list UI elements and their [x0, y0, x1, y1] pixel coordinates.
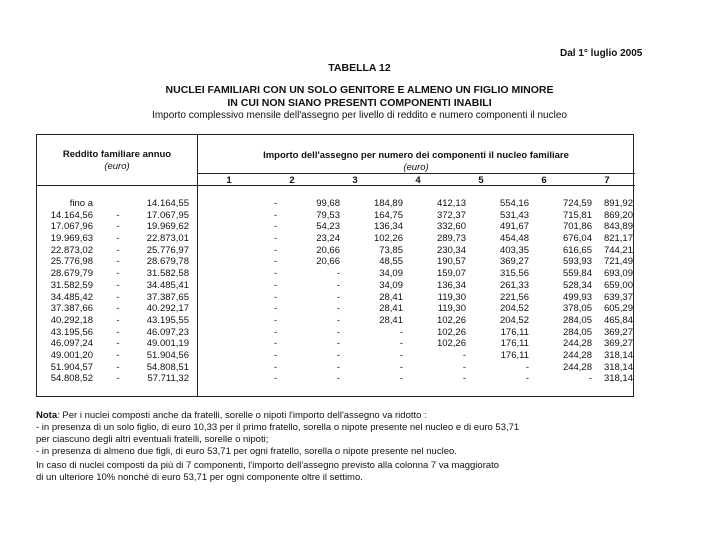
amount-cell: - — [462, 373, 466, 385]
range-dash: - — [116, 291, 120, 303]
amount-cell: - — [336, 303, 340, 315]
header-divider-upper — [197, 173, 635, 174]
amount-cell: 23,24 — [316, 233, 340, 245]
amount-cell: 531,43 — [499, 209, 529, 221]
amount-cell: 659,00 — [603, 279, 633, 291]
amount-cell: 289,73 — [436, 233, 466, 245]
amount-cell: 715,81 — [562, 209, 592, 221]
amount-cell: 372,37 — [436, 209, 466, 221]
table-row — [37, 233, 635, 245]
table-row — [37, 198, 635, 210]
amount-cell: 176,11 — [500, 349, 529, 361]
amount-cell: - — [273, 326, 277, 338]
income-from: 31.582,59 — [50, 279, 93, 291]
amount-cell: - — [336, 326, 340, 338]
table-row — [37, 362, 635, 374]
amount-cell: 454,48 — [499, 233, 529, 245]
note-line: Nota: Per i nuclei composti anche da fratelli, sorelle o nipoti l'importo dell'assegno va ridotto : — [36, 410, 427, 421]
page-heading-line1: NUCLEI FAMILIARI CON UN SOLO GENITORE E ALMENO UN FIGLIO MINORE — [165, 84, 554, 96]
column-number: 6 — [541, 175, 547, 186]
amount-cell: 28,41 — [379, 291, 403, 303]
income-from: 37.387,66 — [50, 303, 93, 315]
income-to: 54.808,51 — [146, 361, 189, 373]
amount-cell: 821,17 — [603, 233, 633, 245]
range-dash: - — [116, 338, 120, 350]
range-dash: - — [116, 279, 120, 291]
amount-cell: 176,11 — [500, 338, 529, 350]
amount-cell: - — [462, 349, 466, 361]
amount-cell: 369,27 — [603, 338, 633, 350]
column-number: 1 — [226, 175, 232, 186]
range-dash: - — [116, 256, 120, 268]
amount-cell: 284,05 — [562, 326, 592, 338]
amount-cell: 499,93 — [562, 291, 592, 303]
amount-cell: 318,14 — [603, 373, 633, 385]
amount-cell: - — [273, 209, 277, 221]
range-dash: - — [116, 373, 120, 385]
amount-cell: - — [399, 349, 403, 361]
range-dash: - — [116, 349, 120, 361]
effective-date: Dal 1° luglio 2005 — [560, 48, 643, 59]
table-row — [37, 303, 635, 315]
income-from: 17.067,96 — [50, 221, 93, 233]
income-from: 40.292,18 — [50, 314, 93, 326]
income-from: 34.485,42 — [50, 291, 93, 303]
amount-cell: 204,52 — [499, 303, 529, 315]
amount-cell: 34,09 — [379, 268, 403, 280]
amount-cell: 221,56 — [499, 291, 529, 303]
amount-cell: 28,41 — [379, 314, 403, 326]
amount-cell: 465,84 — [603, 314, 633, 326]
amount-cell: - — [273, 373, 277, 385]
range-dash: - — [116, 233, 120, 245]
amount-cell: 891,92 — [603, 198, 633, 209]
income-from: 28.679,79 — [50, 268, 93, 280]
amount-cell: - — [336, 373, 340, 385]
income-from: 54.808,52 — [50, 373, 93, 385]
range-dash: - — [116, 209, 120, 221]
amount-cell: 20,66 — [316, 256, 340, 268]
table-title: TABELLA 12 — [328, 62, 391, 74]
income-to: 46.097,23 — [146, 326, 189, 338]
table-row — [37, 221, 635, 233]
amount-cell: - — [273, 338, 277, 350]
amount-cell: - — [588, 373, 592, 385]
amount-cell: 136,34 — [373, 221, 403, 233]
note-line: In caso di nuclei composti da più di 7 componenti, l'importo dell'assegno previsto alla colonna 7 va maggiorato — [36, 460, 500, 471]
amount-cell: 136,34 — [436, 279, 466, 291]
amount-cell: 244,28 — [562, 349, 592, 361]
amount-cell: 102,26 — [436, 338, 466, 350]
income-from: 51.904,57 — [50, 361, 93, 373]
amount-cell: 744,21 — [603, 244, 633, 256]
amount-cell: 318,14 — [603, 361, 633, 373]
note-line: di un ulteriore 10% nonché di euro 53,71 per ogni componente oltre il settimo. — [36, 472, 363, 483]
amount-cell: - — [273, 279, 277, 291]
income-from: 22.873,02 — [50, 244, 93, 256]
range-dash: - — [116, 326, 120, 338]
amount-cell: 48,55 — [379, 256, 403, 268]
amount-cell: 73,85 — [379, 244, 403, 256]
column-number: 5 — [478, 175, 484, 186]
amount-cell: 230,34 — [436, 244, 466, 256]
income-from: 49.001,20 — [50, 349, 93, 361]
amount-cell: - — [399, 326, 403, 338]
income-to: 31.582,58 — [146, 268, 189, 280]
amount-cell: - — [336, 291, 340, 303]
amount-cell: 79,53 — [316, 209, 340, 221]
amount-cell: - — [462, 361, 466, 373]
amount-cell: 332,60 — [436, 221, 466, 233]
income-to: 14.164,55 — [146, 198, 189, 209]
amount-cell: 491,67 — [499, 221, 529, 233]
table-row — [37, 280, 635, 292]
income-from: fino a — [69, 198, 93, 209]
note-line: - in presenza di almeno due figli, di euro 53,71 per ogni fratello, sorella o nipote presente nel nucleo. — [36, 446, 457, 457]
table-row — [37, 327, 635, 339]
income-to: 51.904,56 — [146, 349, 189, 361]
amount-cell: 284,05 — [562, 314, 592, 326]
column-number: 4 — [415, 175, 421, 186]
allowance-table — [36, 134, 634, 397]
amount-cell: 184,89 — [373, 198, 403, 209]
income-from: 19.969,63 — [50, 233, 93, 245]
income-to: 57.711,32 — [147, 373, 189, 385]
income-from: 43.195,56 — [50, 326, 93, 338]
amount-cell: 164,75 — [373, 209, 403, 221]
income-to: 40.292,17 — [146, 303, 189, 315]
income-to: 17.067,95 — [146, 209, 189, 221]
amount-cell: 99,68 — [316, 198, 340, 209]
amount-cell: 318,14 — [603, 349, 633, 361]
amount-cell: 119,30 — [437, 303, 466, 315]
page-heading-line2: IN CUI NON SIANO PRESENTI COMPONENTI INABILI — [227, 97, 492, 109]
range-dash: - — [116, 268, 120, 280]
range-dash: - — [116, 361, 120, 373]
amount-cell: 403,35 — [499, 244, 529, 256]
column-number: 7 — [604, 175, 610, 186]
amount-cell: 721,49 — [603, 256, 633, 268]
table-row — [37, 268, 635, 280]
amount-cell: - — [273, 303, 277, 315]
amount-cell: 369,27 — [603, 326, 633, 338]
table-row — [37, 210, 635, 222]
amount-cell: 261,33 — [499, 279, 529, 291]
amount-cell: 616,65 — [562, 244, 592, 256]
amount-cell: - — [273, 221, 277, 233]
amount-cell: - — [525, 361, 529, 373]
table-row — [37, 256, 635, 268]
amount-cell: 159,07 — [436, 268, 466, 280]
income-column-unit: (euro) — [104, 161, 130, 172]
amount-cell: 593,93 — [562, 256, 592, 268]
income-to: 22.873,01 — [146, 233, 189, 245]
amount-cell: 559,84 — [562, 268, 592, 280]
amount-cell: - — [336, 268, 340, 280]
note-label: Nota — [36, 410, 58, 421]
table-row — [37, 292, 635, 304]
amount-cell: - — [336, 361, 340, 373]
amount-cell: 102,26 — [436, 326, 466, 338]
amount-cell: - — [525, 373, 529, 385]
amount-cell: 28,41 — [379, 303, 403, 315]
amount-cell: 639,37 — [603, 291, 633, 303]
table-row — [37, 338, 635, 350]
amount-cell: 693,09 — [603, 268, 633, 280]
amount-cell: 605,29 — [603, 303, 633, 315]
income-to: 43.195,55 — [146, 314, 189, 326]
amount-cell: 869,20 — [603, 209, 633, 221]
amount-cell: 244,28 — [562, 338, 592, 350]
amount-cell: 102,26 — [436, 314, 466, 326]
amount-cell: - — [273, 361, 277, 373]
amount-cell: 315,56 — [499, 268, 529, 280]
note-line: per ciascuno degli altri eventuali fratelli, sorelle o nipoti; — [36, 434, 269, 445]
amount-cell: 20,66 — [316, 244, 340, 256]
table-row — [37, 350, 635, 362]
amount-cell: - — [273, 233, 277, 245]
amount-cell: 843,89 — [603, 221, 633, 233]
amount-cell: 378,05 — [562, 303, 592, 315]
amount-cell: 724,59 — [562, 198, 592, 209]
income-to: 25.776,97 — [146, 244, 189, 256]
table-row — [37, 315, 635, 327]
range-dash: - — [116, 314, 120, 326]
amount-cell: 176,11 — [500, 326, 529, 338]
amount-cell: 412,13 — [436, 198, 466, 209]
amount-cell: 119,30 — [437, 291, 466, 303]
amount-cell: - — [399, 373, 403, 385]
amount-cell: - — [399, 361, 403, 373]
table-row — [37, 245, 635, 257]
amount-cell: - — [273, 291, 277, 303]
income-from: 25.776,98 — [50, 256, 93, 268]
amount-cell: 676,04 — [562, 233, 592, 245]
amount-cell: 528,34 — [562, 279, 592, 291]
amount-cell: 54,23 — [316, 221, 340, 233]
range-dash: - — [116, 221, 120, 233]
range-dash: - — [116, 303, 120, 315]
note-line: - in presenza di un solo figlio, di euro 10,33 per il primo fratello, sorella o nipote presente nel nucleo e di euro 53,71 — [36, 422, 520, 433]
amount-cell: 102,26 — [373, 233, 403, 245]
amount-cell: 369,27 — [499, 256, 529, 268]
amount-cell: 701,86 — [562, 221, 592, 233]
table-body — [37, 198, 635, 385]
amount-cell: - — [273, 314, 277, 326]
column-number: 3 — [352, 175, 358, 186]
amount-cell: 190,57 — [436, 256, 466, 268]
amount-cell: - — [273, 349, 277, 361]
income-to: 49.001,19 — [146, 338, 189, 350]
amount-cell: 204,52 — [499, 314, 529, 326]
amount-cell: - — [336, 314, 340, 326]
amount-cell: 554,16 — [499, 198, 529, 209]
amount-column-unit: (euro) — [403, 162, 429, 173]
amount-cell: - — [273, 256, 277, 268]
amount-cell: - — [336, 279, 340, 291]
table-row — [37, 373, 635, 385]
amount-cell: - — [273, 268, 277, 280]
income-from: 46.097,24 — [50, 338, 93, 350]
amount-cell: - — [273, 198, 277, 209]
income-to: 34.485,41 — [146, 279, 189, 291]
amount-cell: 244,28 — [562, 361, 592, 373]
amount-cell: - — [336, 349, 340, 361]
amount-cell: - — [273, 244, 277, 256]
income-to: 19.969,62 — [146, 221, 189, 233]
income-to: 37.387,65 — [146, 291, 189, 303]
income-column-header: Reddito familiare annuo — [62, 149, 172, 160]
range-dash: - — [116, 244, 120, 256]
column-number: 2 — [289, 175, 295, 186]
amount-column-header: Importo dell'assegno per numero dei componenti il nucleo familiare — [263, 150, 569, 161]
income-to: 28.679,78 — [146, 256, 189, 268]
page-subheading: Importo complessivo mensile dell'assegno per livello di reddito e numero componenti il nucleo — [152, 110, 567, 121]
amount-cell: 34,09 — [379, 279, 403, 291]
amount-cell: - — [399, 338, 403, 350]
income-from: 14.164,56 — [50, 209, 93, 221]
amount-cell: - — [336, 338, 340, 350]
